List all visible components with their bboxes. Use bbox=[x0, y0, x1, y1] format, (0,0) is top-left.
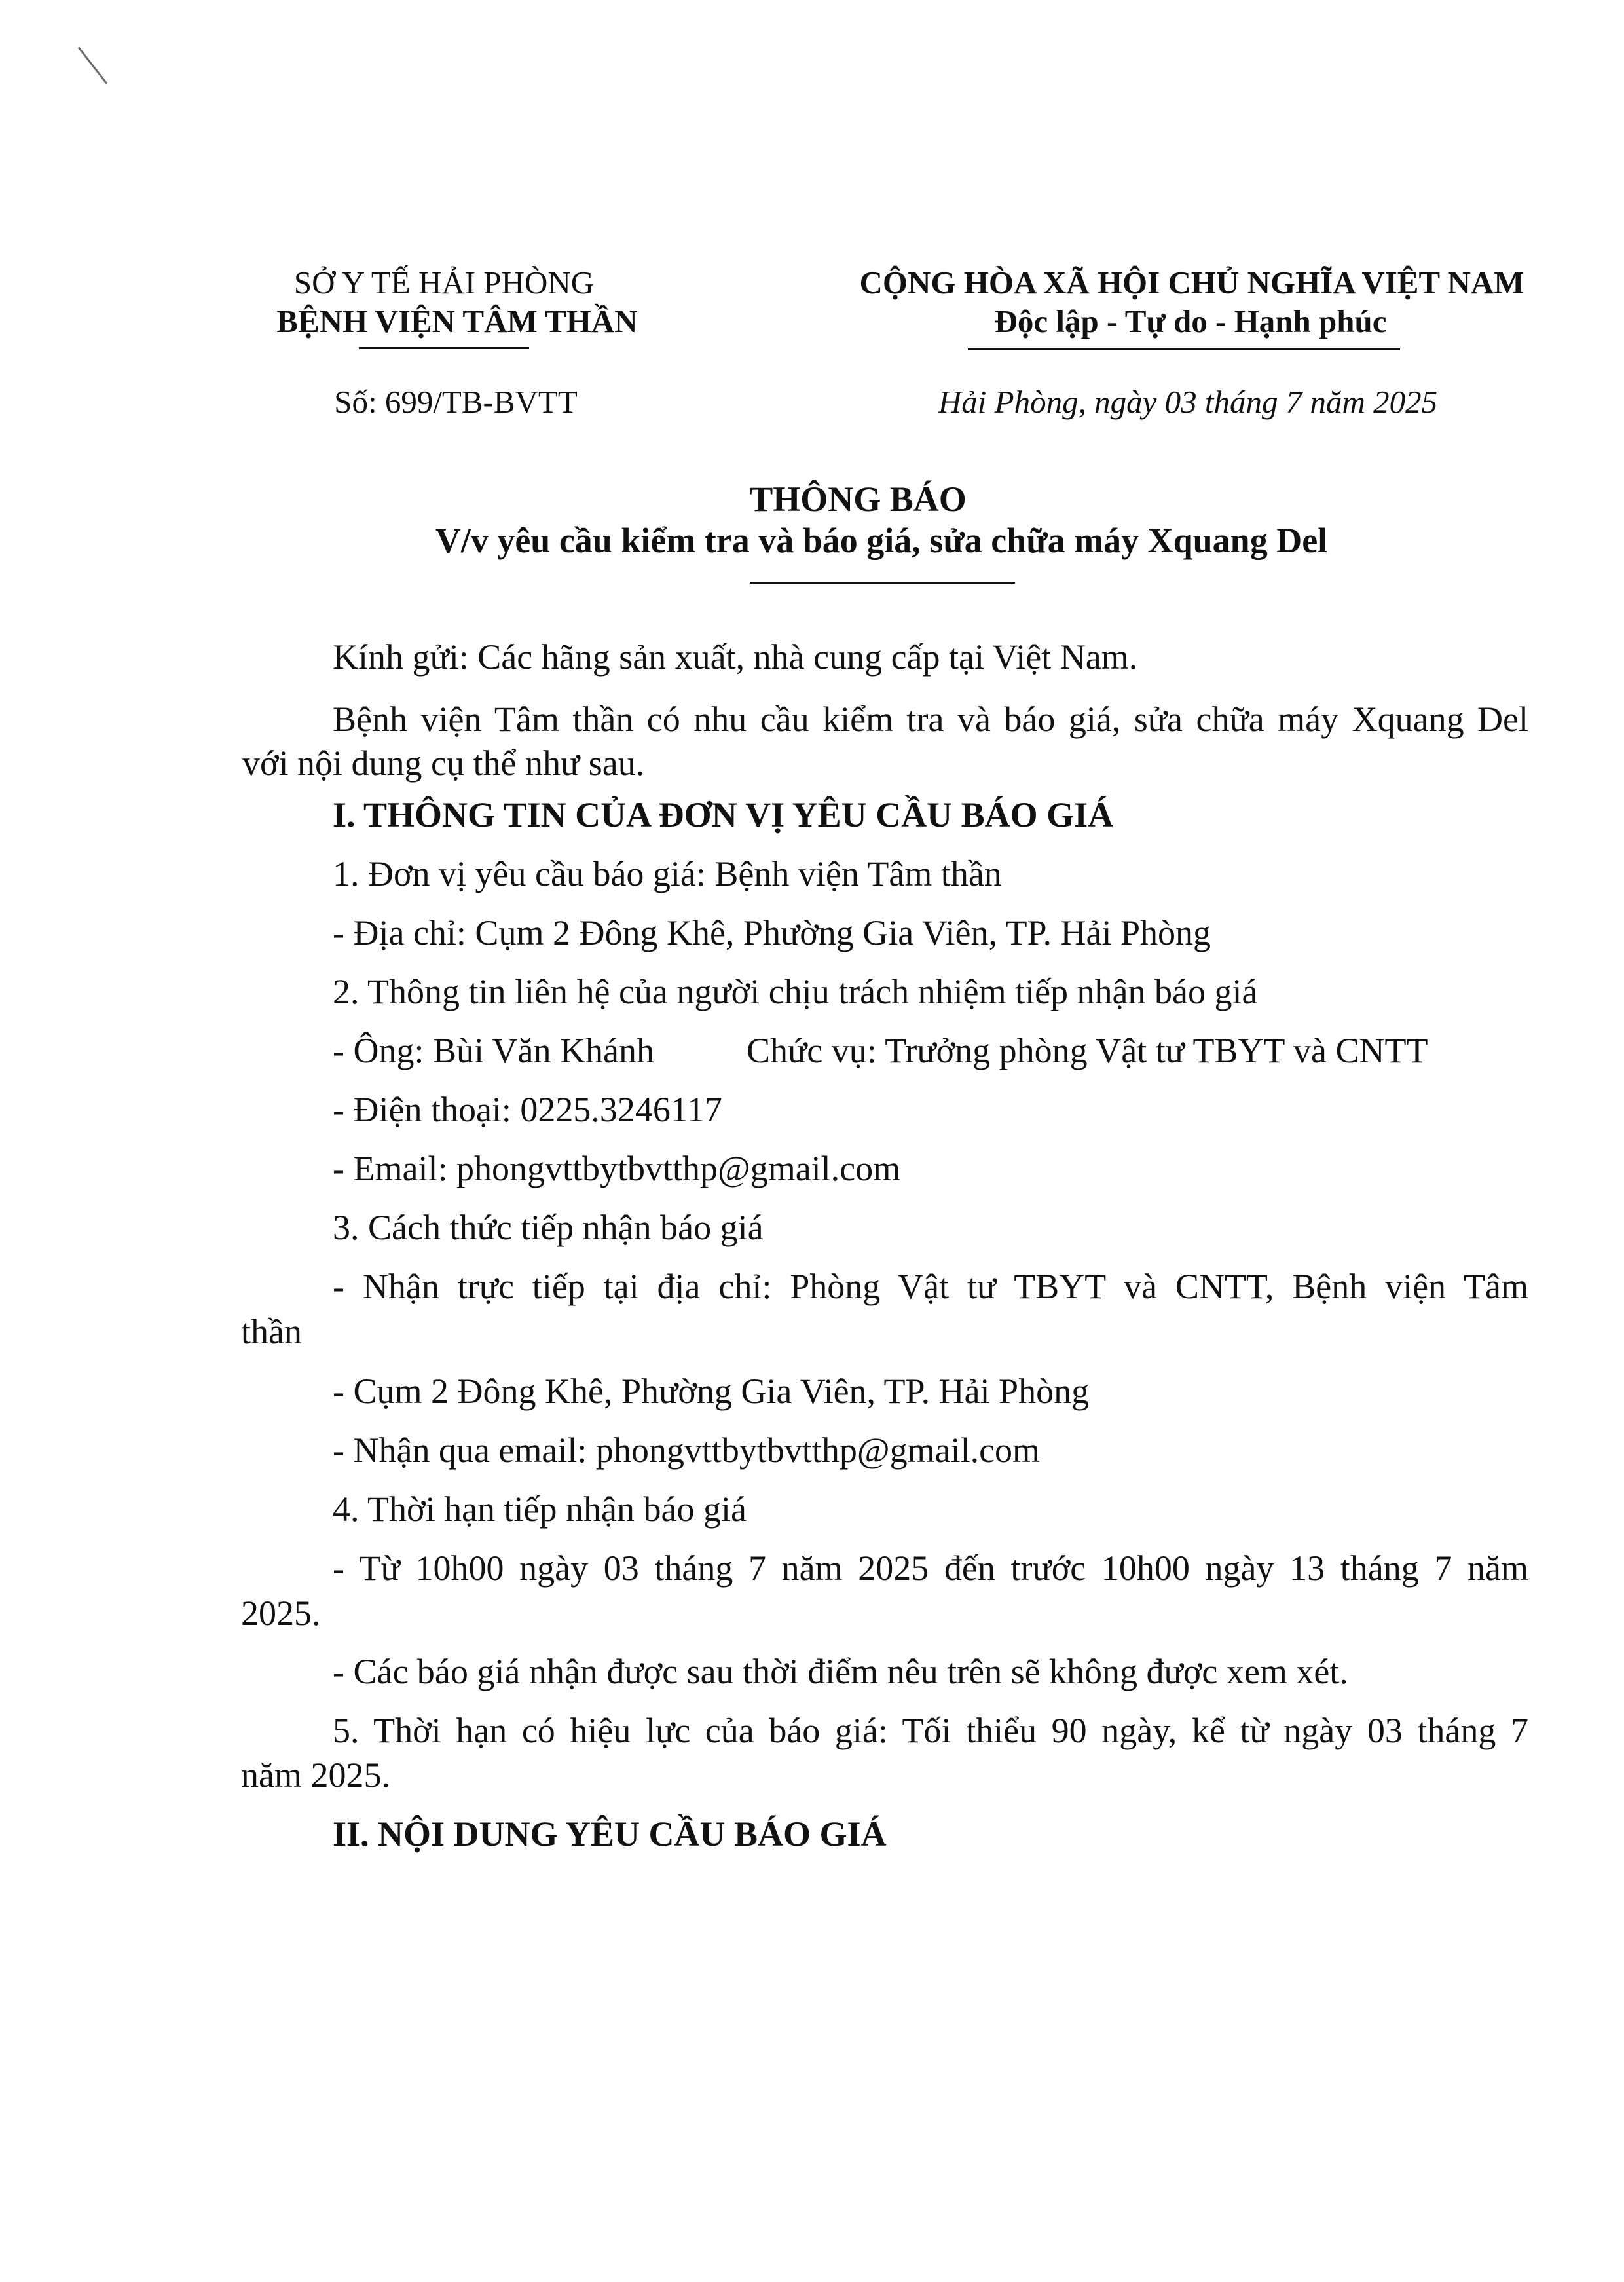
document-subject: V/v yêu cầu kiểm tra và báo giá, sửa chữa máy Xquang Del bbox=[435, 521, 1328, 560]
section-1-heading: I. THÔNG TIN CỦA ĐƠN VỊ YÊU CẦU BÁO GIÁ bbox=[333, 795, 1114, 834]
item-4: 4. Thời hạn tiếp nhận báo giá bbox=[333, 1489, 747, 1529]
period-line-1: - Từ 10h00 ngày 03 tháng 7 năm 2025 đến trước 10h00 ngày 13 tháng 7 năm bbox=[333, 1548, 1528, 1588]
document-title: THÔNG BÁO bbox=[749, 479, 967, 519]
contact-name: - Ông: Bùi Văn Khánh bbox=[333, 1031, 654, 1070]
intro-line-1: Bệnh viện Tâm thần có nhu cầu kiểm tra và báo giá, sửa chữa máy Xquang Del bbox=[333, 700, 1528, 739]
scan-mark bbox=[78, 47, 107, 84]
contact-position: Chức vụ: Trưởng phòng Vật tư TBYT và CNTT bbox=[747, 1031, 1428, 1070]
hospital-underline bbox=[359, 347, 529, 349]
item-1: 1. Đơn vị yêu cầu báo giá: Bệnh viện Tâm thần bbox=[333, 854, 1002, 893]
item-5-line-2: năm 2025. bbox=[241, 1755, 390, 1795]
department-name: SỞ Y TẾ HẢI PHÒNG bbox=[293, 265, 595, 301]
section-2-heading: II. NỘI DUNG YÊU CẦU BÁO GIÁ bbox=[333, 1814, 887, 1854]
hospital-name: BỆNH VIỆN TÂM THẦN bbox=[276, 303, 638, 339]
place-date: Hải Phòng, ngày 03 tháng 7 năm 2025 bbox=[938, 384, 1438, 420]
late-note: - Các báo giá nhận được sau thời điểm nêu trên sẽ không được xem xét. bbox=[333, 1652, 1348, 1691]
email-line: - Email: phongvttbytbvtthp@gmail.com bbox=[333, 1149, 901, 1188]
recipient-line: Kính gửi: Các hãng sản xuất, nhà cung cấp tại Việt Nam. bbox=[333, 637, 1138, 677]
receive-direct-line-1: - Nhận trực tiếp tại địa chỉ: Phòng Vật tư TBYT và CNTT, Bệnh viện Tâm bbox=[333, 1267, 1528, 1306]
phone-line: - Điện thoại: 0225.3246117 bbox=[333, 1090, 722, 1129]
title-underline bbox=[750, 582, 1015, 584]
item-5-line-1: 5. Thời hạn có hiệu lực của báo giá: Tối thiểu 90 ngày, kể từ ngày 03 tháng 7 bbox=[333, 1711, 1528, 1750]
country-name: CỘNG HÒA XÃ HỘI CHỦ NGHĨA VIỆT NAM bbox=[859, 265, 1524, 301]
address-line: - Địa chỉ: Cụm 2 Đông Khê, Phường Gia Viên, TP. Hải Phòng bbox=[333, 913, 1211, 952]
document-number: Số: 699/TB-BVTT bbox=[334, 384, 578, 420]
period-line-2: 2025. bbox=[241, 1594, 321, 1633]
receive-direct-address: - Cụm 2 Đông Khê, Phường Gia Viên, TP. Hải Phòng bbox=[333, 1372, 1090, 1411]
item-3: 3. Cách thức tiếp nhận báo giá bbox=[333, 1208, 764, 1247]
item-2: 2. Thông tin liên hệ của người chịu trách nhiệm tiếp nhận báo giá bbox=[333, 972, 1258, 1011]
national-motto: Độc lập - Tự do - Hạnh phúc bbox=[994, 303, 1387, 339]
receive-email-line: - Nhận qua email: phongvttbytbvtthp@gmail.com bbox=[333, 1431, 1041, 1470]
intro-line-2: với nội dung cụ thể như sau. bbox=[242, 743, 645, 783]
receive-direct-line-2: thần bbox=[241, 1312, 302, 1351]
motto-underline bbox=[968, 348, 1400, 350]
